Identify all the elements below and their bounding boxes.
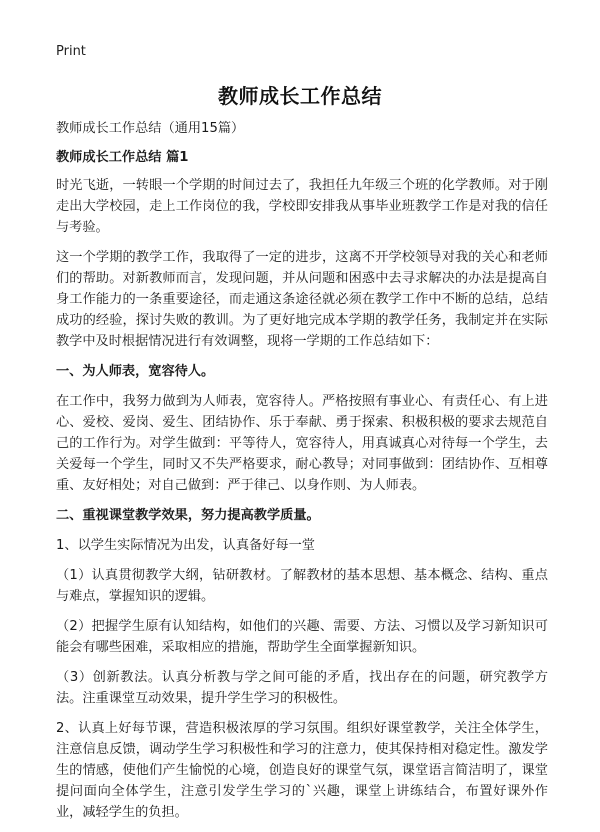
paragraph-section-1: 在工作中，我努力做到为人师表，宽容待人。严格按照有事业心、有责任心、有上进心、爱校、爱岗、爱生、团结协作、乐于奉献、勇于探索、积极积极的要求去规范自己的工作行为。对学生做到：平等待人，宽容待人，用真诚真心对待每一个学生，去关爱每一个学生，同时又不失严格要求，耐心教导；对同事做到：团结协作、互相尊重、友好相处；对自己做到：严于律己、以身作则、为人师表。 xyxy=(56,394,548,493)
paragraph-intro: 时光飞逝，一转眼一个学期的时间过去了，我担任九年级三个班的化学教师。对于刚走出大学校园，走上工作岗位的我，学校即安排我从事毕业班教学工作是对我的信任与考验。 xyxy=(56,178,548,235)
paragraph-item-1: 1、以学生实际情况为出发，认真备好每一堂 xyxy=(56,538,315,553)
document-subtitle: 教师成长工作总结（通用15篇） xyxy=(56,121,245,136)
paragraph-subitem-2: （2）把握学生原有认知结构，如他们的兴趣、需要、方法、习惯以及学习新知识可能会有哪些困难，采取相应的措施，帮助学生全面掌握新知识。 xyxy=(56,619,548,655)
section-title: 教师成长工作总结 篇1 xyxy=(56,150,189,165)
heading-section-2: 二、重视课堂教学效果，努力提高教学质量。 xyxy=(56,508,320,523)
document-body xyxy=(56,118,548,832)
paragraph-subitem-3: （3）创新教法。认真分析教与学之间可能的矛盾，找出存在的问题，研究教学方法。注重课堂互动效果，提升学生学习的积极性。 xyxy=(56,670,548,706)
print-label[interactable]: Print xyxy=(56,44,86,59)
heading-section-1: 一、为人师表，宽容待人。 xyxy=(56,364,215,379)
paragraph-item-2: 2、认真上好每节课，营造积极浓厚的学习氛围。组织好课堂教学，关注全体学生，注意信息反馈，调动学生学习积极性和学习的注意力，使其保持相对稳定性。激发学生的情感，使他们产生愉悦的心境，创造良好的课堂气氛，课堂语言简洁明了，课堂提问面向全体学生，注意引发学生学习的`兴趣，课堂上讲练结合，布置好课外作业，减轻学生的负担。 xyxy=(56,721,548,820)
page-title: 教师成长工作总结 xyxy=(218,84,382,108)
paragraph-subitem-1: （1）认真贯彻教学大纲，钻研教材。了解教材的基本思想、基本概念、结构、重点与难点，掌握知识的逻辑。 xyxy=(56,568,548,604)
paragraph-overview: 这一个学期的教学工作，我取得了一定的进步，这离不开学校领导对我的关心和老师们的帮助。对新教师而言，发现问题，并从问题和困惑中去寻求解决的办法是提高自身工作能力的一条重要途径，而走通这条途径就必须在教学工作中不断的总结，总结成功的经验，探讨失败的教训。为了更好地完成本学期的教学任务，我制定并在实际教学中及时根据情况进行有效调整，现将一学期的工作总结如下： xyxy=(56,250,548,349)
